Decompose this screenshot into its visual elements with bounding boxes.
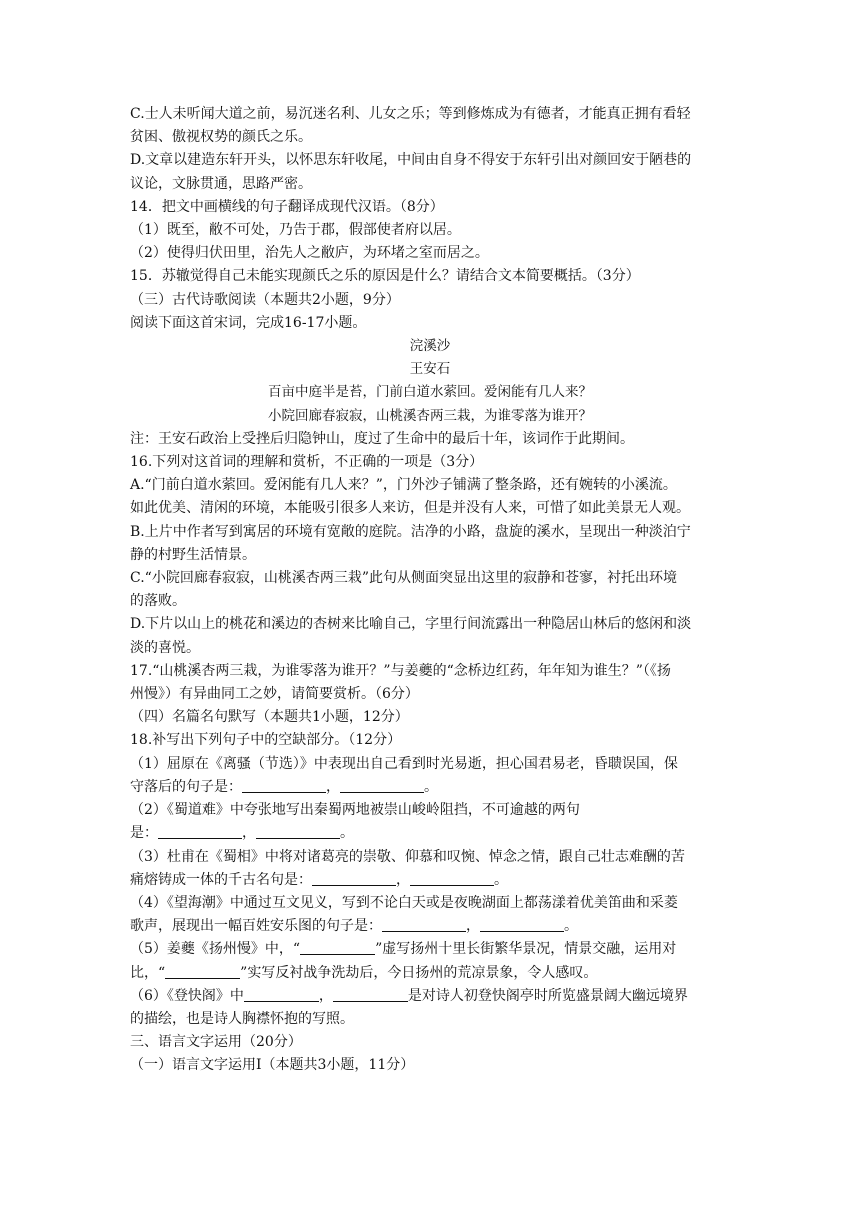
q1-sep: ， [326, 778, 340, 795]
answer-blank[interactable] [300, 940, 375, 955]
answer-blank[interactable] [333, 987, 408, 1002]
question-16: 16.下列对这首词的理解和赏析，不正确的一项是（3分） [130, 454, 484, 471]
q4-end: 。 [564, 918, 578, 935]
section-poetry-heading: （三）古代诗歌阅读（本题共2小题，9分） [130, 291, 400, 308]
answer-blank[interactable] [480, 917, 564, 932]
question-18: 18.补写出下列句子中的空缺部分。（12分） [130, 732, 402, 749]
option-c-line2: 贫困、傲视权势的颜氏之乐。 [130, 129, 312, 146]
q5-end2: ”实写反衬战争洗劫后，今日扬州的荒凉景象，令人感叹。 [240, 964, 598, 981]
option-c2-line2: 的落败。 [130, 593, 186, 610]
poem-line-2: 小院回廊春寂寂，山桃溪杏两三栽，为谁零落为谁开？ [268, 407, 592, 424]
poem-author: 王安石 [409, 361, 451, 378]
option-a-line1: A.“门前白道水萦回。爱闲能有几人来？”，门外沙子铺满了整条路，还有婉转的小溪流。 [130, 477, 677, 494]
q2-prefix: 是： [130, 825, 158, 842]
q3-end: 。 [494, 871, 508, 888]
question-14-1: （1）既至，敝不可处，乃告于郡，假部使者府以居。 [130, 222, 461, 239]
q2-sep: ， [242, 825, 256, 842]
q2-end: 。 [340, 825, 354, 842]
section-recitation-heading: （四）名篇名句默写（本题共1小题，12分） [130, 709, 409, 726]
q6-sep: ， [318, 987, 333, 1004]
question-15: 15．苏辙觉得自己未能实现颜氏之乐的原因是什么？请结合文本简要概括。（3分） [130, 268, 640, 285]
question-18-4-line1: （4）《望海潮》中通过互文见义，写到不论白天或是夜晚湖面上都荡漾着优美笛曲和采菱 [130, 894, 678, 911]
option-d2-line2: 淡的喜悦。 [130, 639, 200, 656]
question-14-2: （2）使得归伏田里，治先人之敝庐，为环堵之室而居之。 [130, 245, 489, 262]
question-18-4-line2 [130, 915, 730, 938]
section-language-heading: 三、语言文字运用（20分） [130, 1034, 302, 1051]
answer-blank[interactable] [256, 824, 340, 839]
answer-blank[interactable] [382, 917, 466, 932]
question-18-2-line2 [130, 822, 730, 845]
option-c2-line1: C.“小院回廊春寂寂，山桃溪杏两三栽”此句从侧面突显出这里的寂静和苍寥，衬托出环境 [130, 570, 677, 587]
q3-prefix: 痛熔铸成一体的千古名句是： [130, 871, 312, 888]
q6-mid: 是对诗人初登快阁亭时所览盛景阔大幽远境界 [407, 987, 688, 1004]
poetry-instruction: 阅读下面这首宋词，完成16-17小题。 [130, 314, 367, 331]
exam-page [130, 103, 730, 1078]
q3-sep: ， [396, 871, 410, 888]
question-18-5-line1 [130, 938, 730, 961]
q5-mid: ”虚写扬州十里长街繁华景况，情景交融，运用对 [375, 941, 677, 958]
section-language-sub-heading: （一）语言文字运用Ⅰ（本题共3小题，11分） [130, 1057, 415, 1074]
question-18-6-line1 [130, 985, 730, 1008]
question-14: 14．把文中画横线的句子翻译成现代汉语。（8分） [130, 198, 444, 215]
poem-title: 浣溪沙 [409, 338, 451, 355]
question-18-1-line1: （1）屈原在《离骚（节选）》中表现出自己看到时光易逝，担心国君易老，昏聩误国，保 [130, 755, 678, 772]
answer-blank[interactable] [158, 824, 242, 839]
option-d-line1: D.文章以建造东轩开头，以怀思东轩收尾，中间由自身不得安于东轩引出对颜回安于陋巷的 [130, 152, 692, 169]
q5-prefix2: 比，“ [130, 964, 166, 981]
poem-line-1: 百亩中庭半是苔，门前白道水萦回。爱闲能有几人来？ [268, 384, 592, 401]
question-18-1-line2 [130, 776, 730, 799]
answer-blank[interactable] [340, 778, 424, 793]
question-18-6-line2: 的描绘，也是诗人胸襟怀抱的写照。 [130, 1010, 354, 1027]
q1-prefix: 守落后的句子是： [130, 778, 242, 795]
answer-blank[interactable] [165, 964, 240, 979]
option-c-line1: C.士人未听闻大道之前，易沉迷名利、儿女之乐；等到修炼成为有德者，才能真正拥有看轻 [130, 106, 691, 122]
q5-prefix: （5）姜夔《扬州慢》中，“ [130, 941, 301, 958]
question-18-5-line2 [130, 962, 730, 985]
option-a-line2: 如此优美、清闲的环境，本能吸引很多人来访，但是并没有人来，可惜了如此美景无人观。 [130, 500, 690, 517]
q1-end: 。 [424, 778, 438, 795]
option-d-line2: 议论，文脉贯通，思路严密。 [130, 175, 312, 192]
q4-prefix: 歌声，展现出一幅百姓安乐图的句子是： [130, 918, 382, 935]
answer-blank[interactable] [410, 871, 494, 886]
answer-blank[interactable] [244, 987, 319, 1002]
q4-sep: ， [466, 918, 480, 935]
question-17-line2: 州慢》）有异曲同工之妙，请简要赏析。（6分） [130, 686, 419, 703]
option-d2-line1: D.下片以山上的桃花和溪边的杏树来比喻自己，字里行间流露出一种隐居山林后的悠闲和淡 [130, 616, 692, 633]
answer-blank[interactable] [242, 778, 326, 793]
question-18-3-line2 [130, 869, 730, 892]
poem-note: 注：王安石政治上受挫后归隐钟山，度过了生命中的最后十年，该词作于此期间。 [130, 430, 634, 447]
q6-prefix: （6）《登快阁》中 [130, 987, 244, 1004]
question-17-line1: 17.“山桃溪杏两三栽，为谁零落为谁开？”与姜夔的“念桥边红药，年年知为谁生？”（《扬 [130, 662, 671, 679]
option-b-line2: 静的村野生活情景。 [130, 546, 256, 563]
option-b-line1: B.上片中作者写到寓居的环境有宽敞的庭院。洁净的小路，盘旋的溪水，呈现出一种淡泊宁 [130, 523, 691, 540]
question-18-3-line1: （3）杜甫在《蜀相》中将对诸葛亮的崇敬、仰慕和叹惋、悼念之情，跟自己壮志难酬的苦 [130, 848, 685, 865]
question-18-2-line1: （2）《蜀道难》中夸张地写出秦蜀两地被崇山峻岭阻挡，不可逾越的两句 [130, 802, 580, 819]
answer-blank[interactable] [312, 871, 396, 886]
